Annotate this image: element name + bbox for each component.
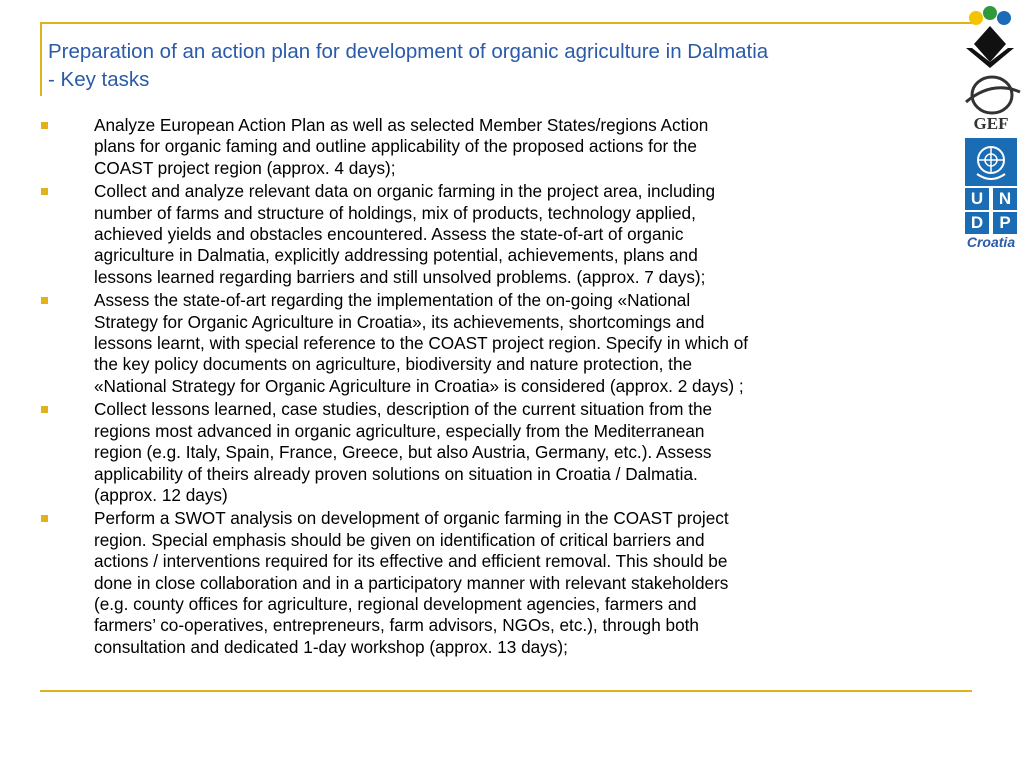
square-bullet-icon: [41, 515, 48, 522]
task-line: Strategy for Organic Agriculture in Croatia», its achievements, shortcomings and: [94, 311, 705, 332]
task-line: (approx. 12 days): [94, 484, 228, 505]
task-line: Collect lessons learned, case studies, description of the current situation from the: [94, 399, 713, 420]
square-bullet-icon: [41, 122, 48, 129]
coast-project-logo-icon: [962, 4, 1018, 70]
task-list: [36, 115, 966, 660]
task-line: lessons learnt, with special reference to the COAST project region. Specify in which of: [94, 333, 749, 354]
task-line: COAST project region (approx. 4 days);: [94, 157, 396, 178]
task-line: «National Strategy for Organic Agriculture in Croatia» is considered (approx. 2 days) ;: [94, 375, 744, 396]
list-item: [36, 399, 966, 506]
task-line: Perform a SWOT analysis on development of organic farming in the COAST project: [94, 508, 729, 529]
undp-country-label: Croatia: [966, 234, 1016, 250]
task-line: plans for organic faming and outline applicability of the proposed actions for the: [94, 136, 697, 157]
square-bullet-icon: [41, 188, 48, 195]
task-line: Collect and analyze relevant data on organic farming in the project area, including: [94, 181, 716, 202]
list-item: [36, 290, 966, 397]
undp-letter: D: [965, 212, 989, 234]
title-line-2: - Key tasks: [48, 68, 150, 91]
top-rule: [40, 22, 972, 24]
bottom-rule: [40, 690, 972, 692]
task-line: number of farms and structure of holdings, mix of products, technology applied,: [94, 202, 696, 223]
list-item: [36, 508, 966, 658]
title-line-1: Preparation of an action plan for development of organic agriculture in Dalmatia: [48, 40, 769, 63]
task-line: achieved yields and obstacles encountered. Assess the state-of-art of organic: [94, 224, 684, 245]
task-line: Assess the state-of-art regarding the implementation of the on-going «National: [94, 290, 691, 311]
task-line: regions most advanced in organic agriculture, especially from the Mediterranean: [94, 420, 705, 441]
gef-wordmark: GEF: [973, 114, 1009, 133]
task-line: farmers’ co-operatives, entrepreneurs, farm advisors, NGOs, etc.), through both: [94, 615, 699, 636]
square-bullet-icon: [41, 297, 48, 304]
task-line: Analyze European Action Plan as well as selected Member States/regions Action: [94, 115, 709, 135]
partner-logos: [958, 0, 1024, 260]
task-line: actions / interventions required for its effective and efficient removal. This should be: [94, 551, 728, 572]
task-line: the key policy documents on agriculture, biodiversity and nature protection, the: [94, 354, 693, 375]
undp-logo: [965, 138, 1017, 234]
left-rule: [40, 22, 42, 96]
undp-letter: P: [993, 212, 1017, 234]
task-line: agriculture in Dalmatia, explicitly addressing potential, achievements, plans and: [94, 245, 698, 266]
list-item: [36, 115, 966, 179]
undp-letter: N: [993, 188, 1017, 210]
task-line: region (e.g. Italy, Spain, France, Greece, but also Austria, Germany, etc.). Assess: [94, 442, 712, 463]
gef-globe-icon: [962, 72, 1022, 118]
undp-letter: U: [965, 188, 989, 210]
un-emblem-icon: [965, 138, 1017, 186]
square-bullet-icon: [41, 406, 48, 413]
task-line: done in close collaboration and in a participatory manner with relevant stakeholders: [94, 572, 729, 593]
task-line: consultation and dedicated 1-day workshop (approx. 13 days);: [94, 636, 568, 657]
task-line: (e.g. county offices for agriculture, regional development agencies, farmers and: [94, 593, 697, 614]
list-item: [36, 181, 966, 288]
task-line: region. Special emphasis should be given on identification of critical barriers and: [94, 529, 705, 550]
page-title: [48, 38, 958, 94]
task-line: applicability of theirs already proven solutions on situation in Croatia / Dalmatia.: [94, 463, 698, 484]
task-line: lessons learned regarding barriers and still unsolved problems. (approx. 7 days);: [94, 266, 706, 287]
